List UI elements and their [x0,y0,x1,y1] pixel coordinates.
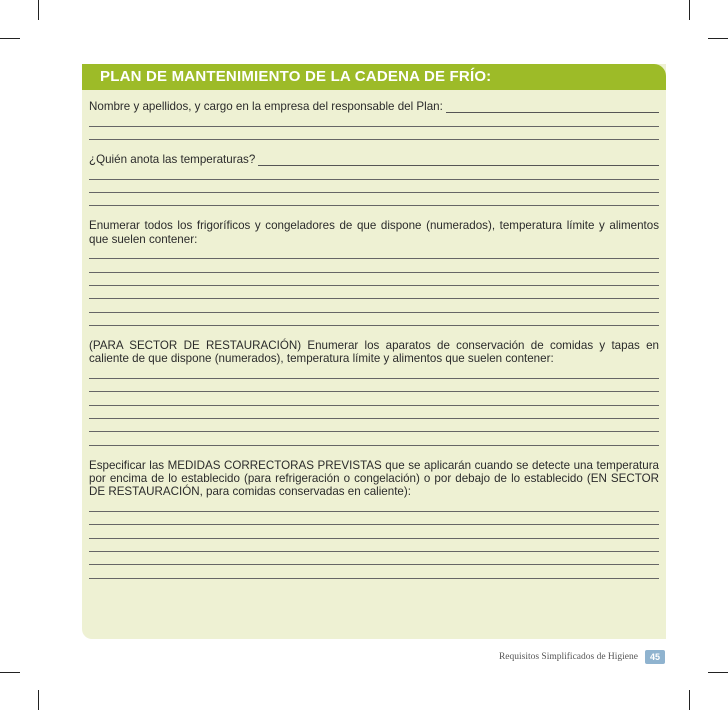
answer-line[interactable] [89,273,659,286]
answer-line[interactable] [89,379,659,392]
answer-line[interactable] [89,113,659,126]
answer-line[interactable] [89,406,659,419]
crop-mark-bottom-left-vertical [38,690,39,710]
answer-line-inline[interactable] [258,155,659,166]
crop-mark-bottom-right-horizontal [708,672,728,673]
answer-line[interactable] [89,432,659,445]
answer-line[interactable] [89,259,659,272]
section-refrigerators [89,219,659,326]
section-temperature-recorder [89,153,659,206]
footer-title: Requisitos Simplificados de Higiene [498,652,638,662]
question-refrigerators: Enumerar todos los frigoríficos y congeladores de que dispone (numerados), temperatura límite y alimentos que suelen contener: [89,219,659,246]
answer-line[interactable] [89,366,659,379]
answer-line[interactable] [89,498,659,511]
answer-line[interactable] [89,127,659,140]
answer-line[interactable] [89,299,659,312]
answer-line[interactable] [89,552,659,565]
answer-line[interactable] [89,180,659,193]
answer-line[interactable] [89,525,659,538]
crop-mark-top-left-vertical [38,0,39,20]
answer-line[interactable] [89,286,659,299]
crop-mark-top-right-horizontal [708,38,728,39]
question-who-records: ¿Quién anota las temperaturas? [89,152,256,166]
header-bar [82,64,666,90]
form-panel [82,64,666,639]
question-corrective-measures: Especificar las MEDIDAS CORRECTORAS PREVISTAS que se aplicarán cuando se detecte una temperatura por encima de lo establecido (para refrigeración o congelación) o por debajo de lo establecido (EN SECTOR DE RESTAURACIÓN, para comidas conservadas en caliente): [89,458,659,499]
answer-line[interactable] [89,392,659,405]
form-title: PLAN DE MANTENIMIENTO DE LA CADENA DE FRÍO: [100,68,492,85]
answer-line[interactable] [89,166,659,179]
section-responsible [89,100,659,140]
answer-line[interactable] [89,512,659,525]
answer-line[interactable] [89,193,659,206]
answer-line[interactable] [89,419,659,432]
answer-line[interactable] [89,539,659,552]
section-hot-holding [89,339,659,446]
crop-mark-top-left-horizontal [0,38,20,39]
crop-mark-bottom-right-vertical [689,690,690,710]
section-corrective-measures [89,459,659,579]
answer-line[interactable] [89,313,659,326]
crop-mark-bottom-left-horizontal [0,672,20,673]
question-hot-holding: (PARA SECTOR DE RESTAURACIÓN) Enumerar los aparatos de conservación de comidas y tapas en caliente de que dispone (numerados), temperatura límite y alimentos que suelen contener: [89,339,659,366]
question-responsible-name: Nombre y apellidos, y cargo en la empresa del responsable del Plan: [89,100,443,113]
page-number-badge: 45 [645,650,665,664]
answer-line-inline[interactable] [446,102,659,113]
answer-line[interactable] [89,246,659,259]
answer-line[interactable] [89,565,659,578]
form-content [89,100,659,579]
crop-mark-top-right-vertical [689,0,690,20]
